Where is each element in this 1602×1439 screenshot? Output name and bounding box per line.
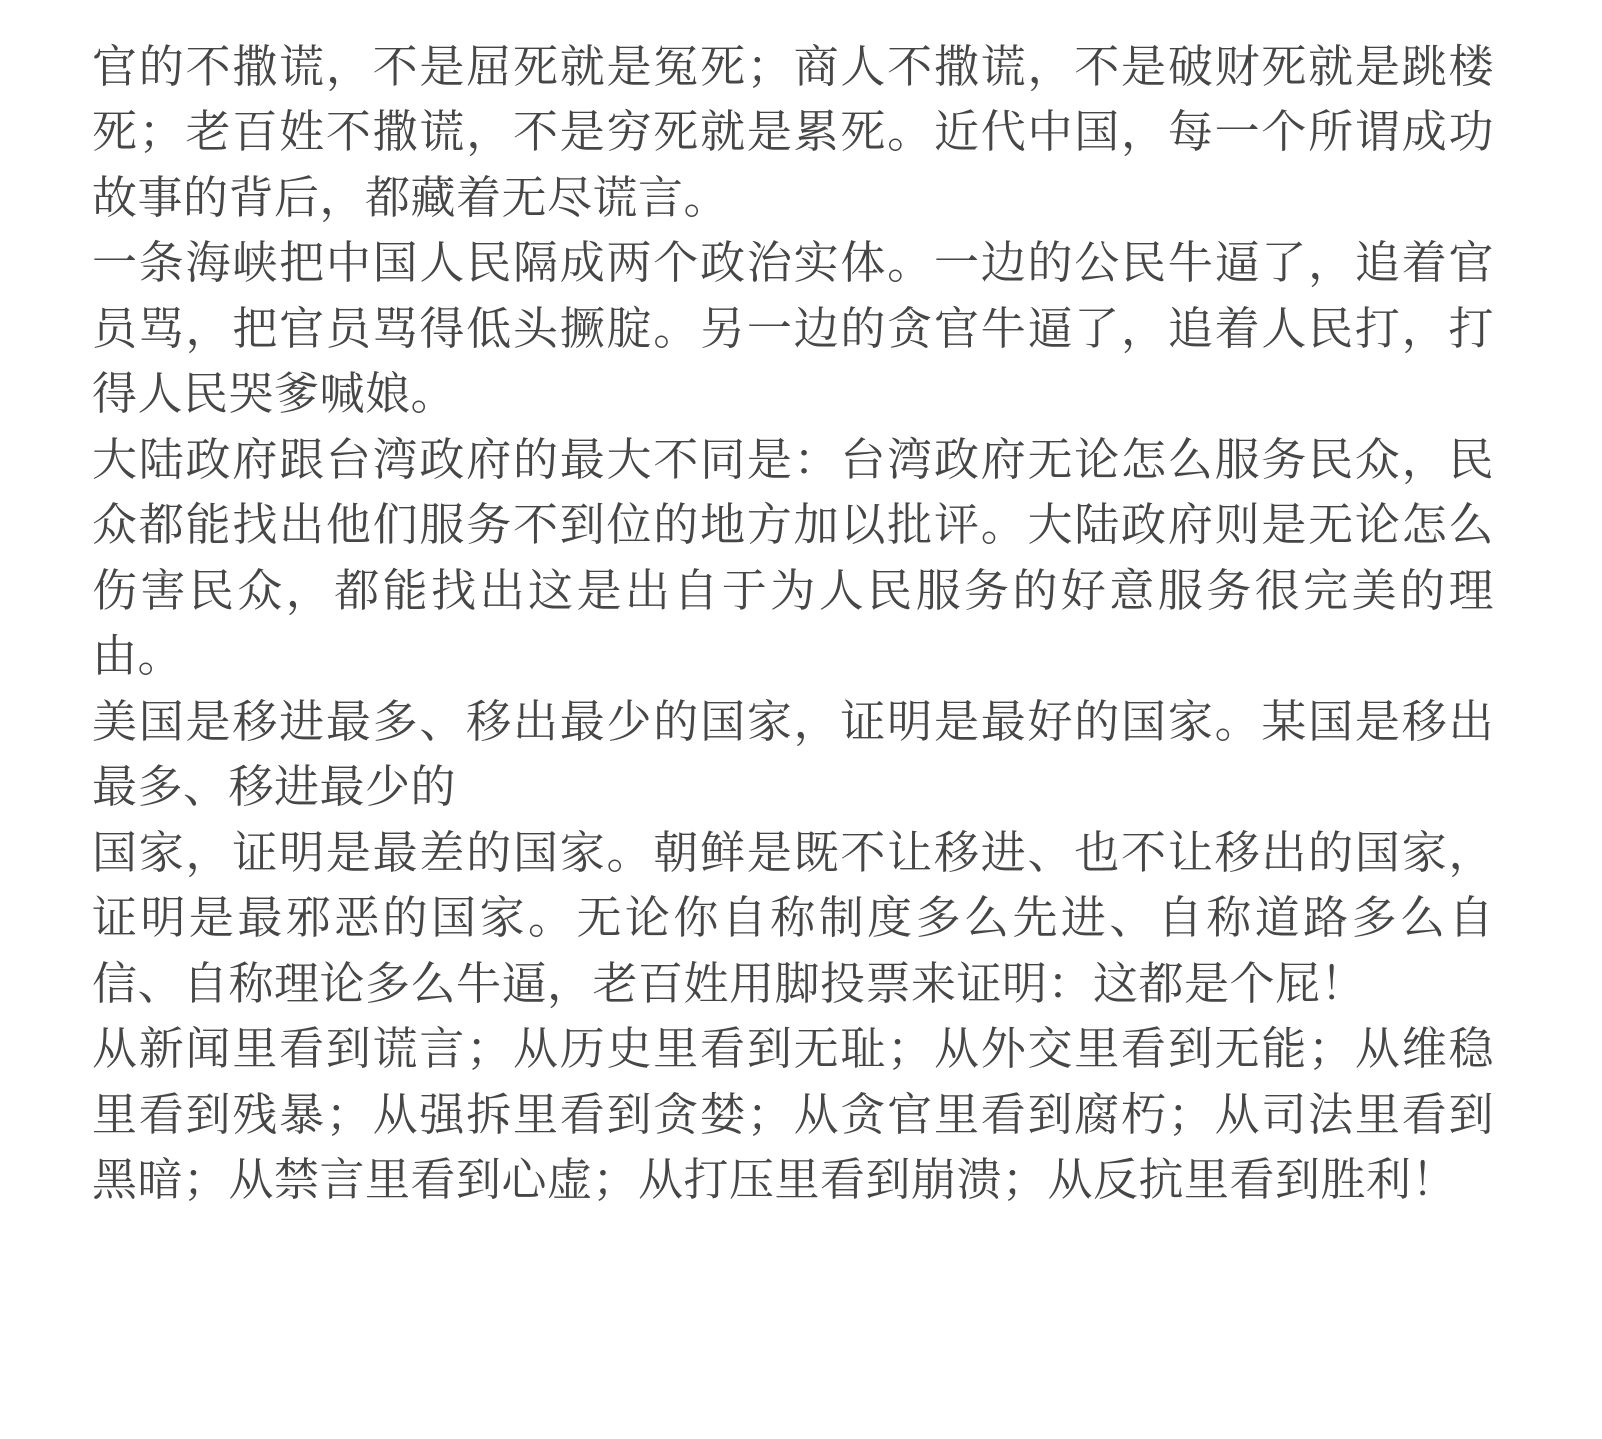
paragraph: 官的不撒谎，不是屈死就是冤死；商人不撒谎，不是破财死就是跳楼死；老百姓不撒谎，不是穷死就是累死。近代中国，每一个所谓成功故事的背后，都藏着无尽谎言。 (92, 40, 1494, 224)
paragraph: 从新闻里看到谎言；从历史里看到无耻；从外交里看到无能；从维稳里看到残暴；从强拆里看到贪婪；从贪官里看到腐朽；从司法里看到黑暗；从禁言里看到心虚；从打压里看到崩溃；从反抗里看到胜利！ (92, 1022, 1494, 1206)
paragraph: 国家，证明是最差的国家。朝鲜是既不让移进、也不让移出的国家，证明是最邪恶的国家。无论你自称制度多么先进、自称道路多么自信、自称理论多么牛逼，老百姓用脚投票来证明：这都是个屁！ (92, 825, 1494, 1010)
paragraph: 一条海峡把中国人民隔成两个政治实体。一边的公民牛逼了，追着官员骂，把官员骂得低头撅腚。另一边的贪官牛逼了，追着人民打，打得人民哭爹喊娘。 (92, 236, 1494, 421)
paragraph: 大陆政府跟台湾政府的最大不同是：台湾政府无论怎么服务民众，民众都能找出他们服务不到位的地方加以批评。大陆政府则是无论怎么伤害民众，都能找出这是出自于为人民服务的好意服务很完美的理由。 (92, 432, 1494, 683)
paragraph: 美国是移进最多、移出最少的国家，证明是最好的国家。某国是移出最多、移进最少的 (92, 694, 1494, 814)
article-body (92, 34, 1494, 1212)
